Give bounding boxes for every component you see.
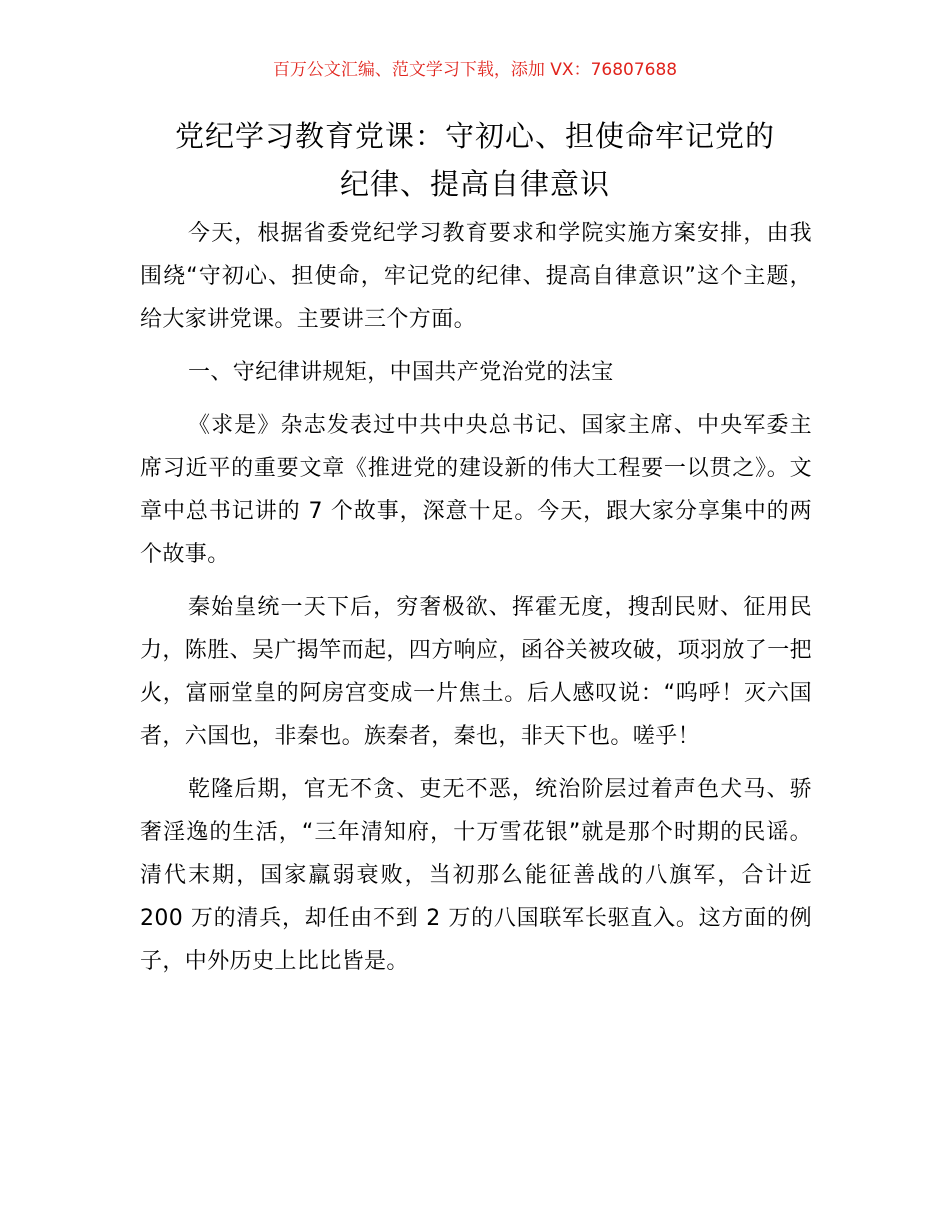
paragraph-qiushi: 《求是》杂志发表过中共中央总书记、国家主席、中央军委主席习近平的重要文章《推进党的建设新的伟大工程要一以贯之》。文章中总书记讲的 7 个故事，深意十足。今天，跟大家分享集中的两个故事。 [140,413,812,567]
document-title [140,112,810,208]
paragraph-qin: 秦始皇统一天下后，穷奢极欲、挥霍无度，搜刮民财、征用民力，陈胜、吴广揭竿而起，四方响应，函谷关被攻破，项羽放了一把火，富丽堂皇的阿房宫变成一片焦土。后人感叹说：“呜呼！灭六国者，六国也，非秦也。族秦者，秦也，非天下也。嗟乎！ [140,595,813,749]
watermark-banner: 百万公文汇编、范文学习下载，添加 VX：76807688 [272,60,678,80]
title-line-2: 纪律、提高自律意识 [339,167,610,201]
paragraph-intro: 今天，根据省委党纪学习教育要求和学院实施方案安排，由我围绕“守初心、担使命，牢记党的纪律、提高自律意识”这个主题，给大家讲党课。主要讲三个方面。 [140,221,812,332]
section-heading-1: 一、守纪律讲规矩，中国共产党治党的法宝 [188,360,614,385]
document-body [140,212,812,993]
title-line-1: 党纪学习教育党课：守初心、担使命牢记党的 [174,119,775,153]
paragraph-qianlong: 乾隆后期，官无不贪、吏无不恶，统治阶层过着声色犬马、骄奢淫逸的生活，“三年清知府，十万雪花银”就是那个时期的民谣。清代末期，国家羸弱衰败，当初那么能征善战的八旗军，合计近 200 万的清兵，却任由不到 2 万的八国联军长驱直入。这方面的例子，中外历史上比比皆是。 [140,777,812,974]
